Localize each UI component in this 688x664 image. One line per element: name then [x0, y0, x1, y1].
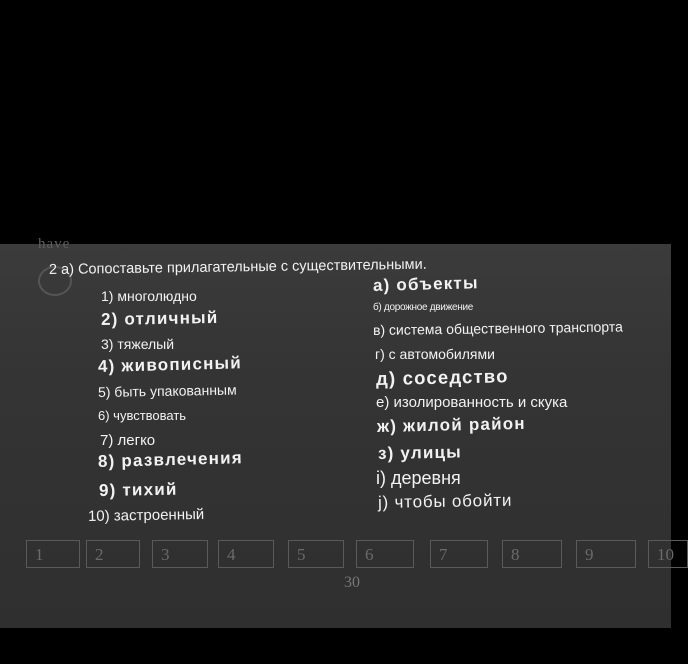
- textbook-photo: [0, 236, 674, 628]
- right-item: в) система общественного транспорта: [372, 318, 624, 338]
- right-item: j) чтобы обойти: [377, 490, 513, 512]
- left-item: 10) застроенный: [87, 505, 205, 525]
- answer-grid: [26, 540, 686, 570]
- left-item: 8) развлечения: [97, 448, 244, 471]
- left-item: 4) живописный: [97, 353, 243, 376]
- answer-box: 4: [218, 540, 274, 568]
- right-item: i) деревня: [376, 468, 461, 488]
- answer-box: 3: [152, 540, 208, 568]
- right-item: д) соседство: [375, 365, 509, 389]
- task-title: 2 a) Сопоставьте прилагательные с существительными.: [48, 256, 427, 278]
- right-item: ж) жилой район: [376, 413, 526, 436]
- left-item: 5) быть упакованным: [97, 381, 237, 400]
- right-item: е) изолированность и скука: [376, 394, 568, 411]
- answer-box: 8: [502, 540, 562, 568]
- left-item: 9) тихий: [98, 479, 178, 500]
- answer-box: 7: [430, 540, 488, 568]
- right-item: з) улицы: [377, 442, 463, 463]
- answer-box: 6: [356, 540, 414, 568]
- right-item: б) дорожное движение: [373, 302, 474, 313]
- left-item: 1) многолюдно: [101, 288, 197, 304]
- left-item: 6) чувствовать: [98, 408, 187, 423]
- right-item: а) объекты: [372, 273, 479, 295]
- page-number: 30: [344, 574, 360, 591]
- left-item: 2) отличный: [100, 307, 219, 329]
- answer-box: 1: [26, 540, 80, 568]
- left-item: 7) легко: [100, 432, 156, 449]
- left-item: 3) тяжелый: [101, 336, 175, 352]
- previous-page-text: have: [38, 236, 71, 252]
- answer-box: 5: [288, 540, 344, 568]
- answer-box: 10: [648, 540, 688, 568]
- answer-box: 9: [576, 540, 636, 568]
- answer-box: 2: [86, 540, 140, 568]
- right-item: г) с автомобилями: [375, 346, 495, 362]
